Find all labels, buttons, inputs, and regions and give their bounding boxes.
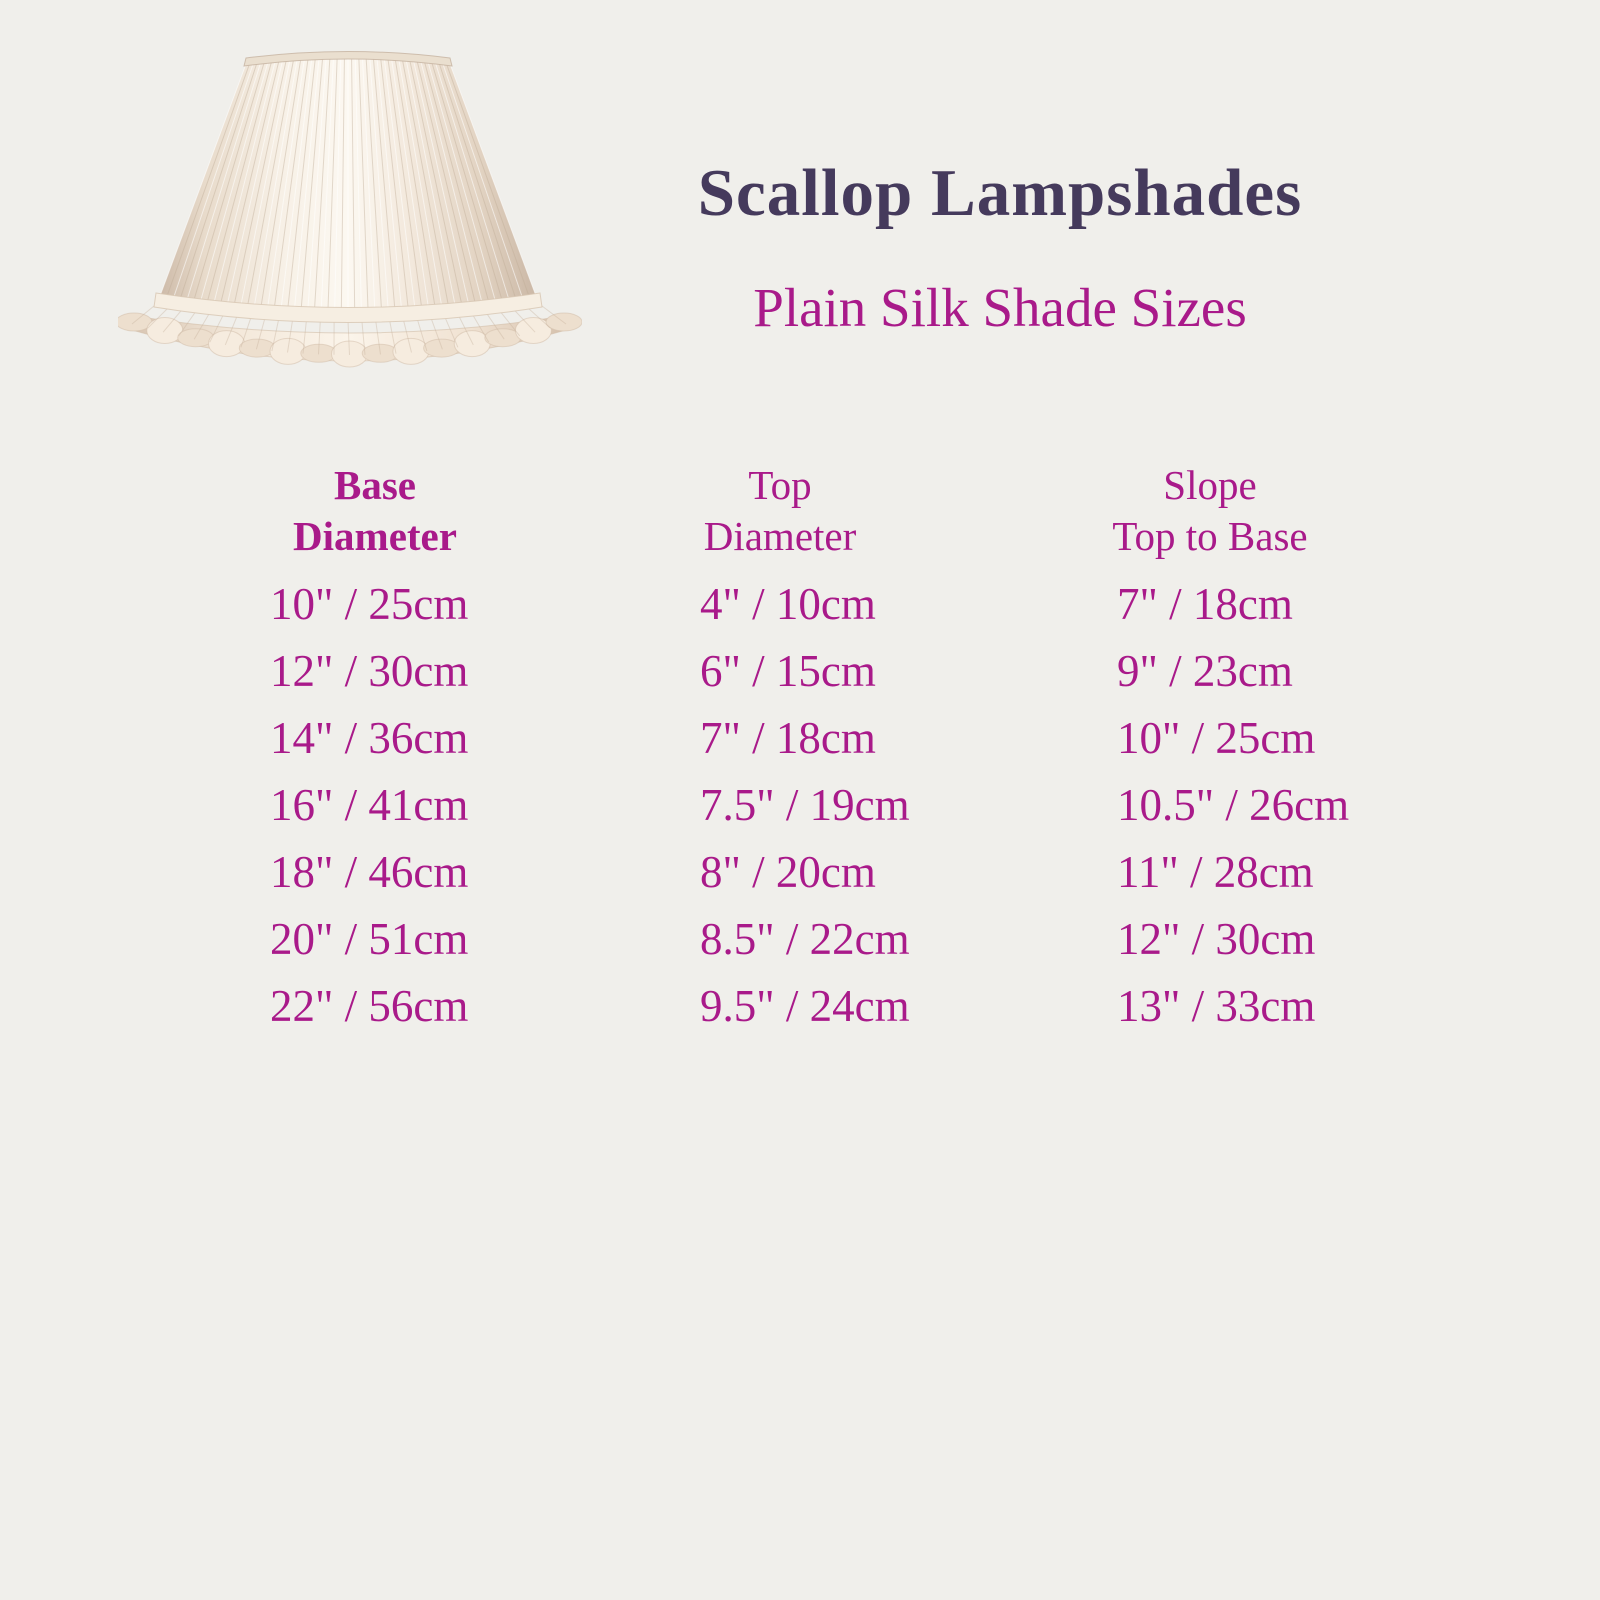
table-cell: 10.5" / 26cm [1117, 780, 1350, 830]
table-cell: 12" / 30cm [270, 646, 469, 696]
page-subtitle: Plain Silk Shade Sizes [753, 276, 1247, 338]
table-cell: 10" / 25cm [1117, 713, 1316, 763]
header-line: Top [748, 462, 812, 508]
base-diameter-values [270, 571, 520, 1040]
table-cell: 16" / 41cm [270, 780, 469, 830]
table-cell: 9" / 23cm [1117, 646, 1293, 696]
table-cell: 22" / 56cm [270, 981, 469, 1031]
slope-values [1117, 571, 1370, 1040]
table-cell: 12" / 30cm [1117, 914, 1316, 964]
table-cell: 14" / 36cm [270, 713, 469, 763]
column-slope [1050, 460, 1370, 1040]
table-cell: 20" / 51cm [270, 914, 469, 964]
column-top-diameter [640, 460, 920, 1040]
column-header-slope [1050, 460, 1370, 562]
table-cell: 9.5" / 24cm [700, 981, 910, 1031]
table-cell: 18" / 46cm [270, 847, 469, 897]
table-cell: 8.5" / 22cm [700, 914, 910, 964]
table-cell: 7" / 18cm [700, 713, 876, 763]
column-header-base-diameter [230, 460, 520, 562]
header-line: Top to Base [1112, 513, 1308, 559]
page-title: Scallop Lampshades [697, 155, 1303, 230]
column-base-diameter [230, 460, 520, 1040]
column-header-top-diameter [640, 460, 920, 562]
table-cell: 13" / 33cm [1117, 981, 1316, 1031]
table-cell: 11" / 28cm [1117, 847, 1314, 897]
table-cell: 8" / 20cm [700, 847, 876, 897]
table-cell: 10" / 25cm [270, 579, 469, 629]
table-cell: 7" / 18cm [1117, 579, 1293, 629]
table-cell: 7.5" / 19cm [700, 780, 910, 830]
header-line: Diameter [293, 513, 457, 559]
header-line: Base [334, 462, 416, 508]
header-line: Slope [1163, 462, 1257, 508]
header-line: Diameter [703, 513, 857, 559]
top-diameter-values [700, 571, 920, 1040]
table-cell: 4" / 10cm [700, 579, 876, 629]
table-cell: 6" / 15cm [700, 646, 876, 696]
